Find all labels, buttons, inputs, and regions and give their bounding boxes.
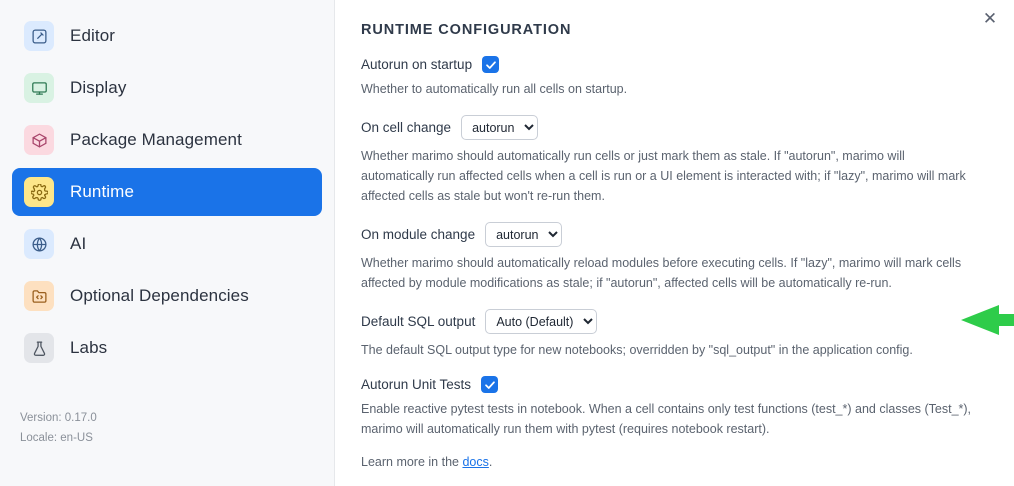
default-sql-output-description: The default SQL output type for new notebooks; overridden by "sql_output" in the application config.	[361, 343, 913, 357]
autorun-unit-tests-checkbox[interactable]	[481, 376, 498, 393]
folder-code-icon	[24, 281, 54, 311]
pencil-square-icon	[24, 21, 54, 51]
sidebar-item-runtime[interactable]	[12, 168, 322, 216]
flask-icon	[24, 333, 54, 363]
page-title: RUNTIME CONFIGURATION	[361, 22, 572, 38]
sidebar-item-label: Display	[70, 78, 127, 97]
sidebar-item-label: Labs	[70, 338, 108, 357]
default-sql-output-label: Default SQL output	[361, 314, 476, 329]
sidebar-item-label: Package Management	[70, 130, 242, 149]
sidebar-item-ai[interactable]	[12, 220, 322, 268]
on-cell-change-select[interactable]	[461, 115, 538, 140]
monitor-icon	[24, 73, 54, 103]
locale-text: Locale: en-US	[20, 432, 93, 444]
docs-link[interactable]: docs	[462, 455, 489, 469]
sidebar-item-editor[interactable]	[12, 12, 322, 60]
on-cell-change-row	[361, 115, 974, 140]
on-cell-change-label: On cell change	[361, 120, 452, 135]
learn-more-suffix: .	[488, 455, 493, 469]
on-cell-change-description: Whether marimo should automatically run cells or just mark them as stale. If "autorun", marimo will automatically run affected cells when a cell is run or a UI element is interacted with; if "lazy", marimo will mark affected cells as stale but won't re-run them.	[361, 149, 966, 203]
close-icon[interactable]: ✕	[982, 8, 998, 28]
on-module-change-row	[361, 222, 974, 247]
sidebar-item-label: AI	[70, 234, 87, 253]
gear-icon	[24, 177, 54, 207]
sidebar-item-label: Runtime	[70, 182, 135, 201]
autorun-unit-tests-row	[361, 376, 974, 393]
sidebar-item-optional-dependencies[interactable]	[12, 272, 322, 320]
settings-sidebar	[0, 0, 335, 486]
sidebar-item-label: Editor	[70, 26, 116, 45]
on-module-change-description: Whether marimo should automatically reload modules before executing cells. If "lazy", marimo will mark cells affected by module modifications as stale; if "autorun", affected cells will be automatically re-run.	[361, 256, 962, 290]
sidebar-item-labs[interactable]	[12, 324, 322, 372]
autorun-on-startup-row	[361, 56, 974, 73]
sidebar-item-package-management[interactable]	[12, 116, 322, 164]
sidebar-footer	[20, 408, 97, 448]
autorun-unit-tests-description: Enable reactive pytest tests in notebook. When a cell contains only test functions (test_*) and classes (Test_*), marimo will automatically run them with pytest (requires notebook restart).	[361, 402, 972, 436]
default-sql-output-select[interactable]	[485, 309, 597, 334]
version-text: Version: 0.17.0	[20, 412, 97, 424]
sidebar-item-label: Optional Dependencies	[70, 286, 249, 305]
on-module-change-label: On module change	[361, 227, 476, 242]
on-module-change-select[interactable]	[485, 222, 562, 247]
learn-more-prefix: Learn more in the	[361, 455, 463, 469]
autorun-on-startup-label: Autorun on startup	[361, 57, 473, 72]
autorun-on-startup-description: Whether to automatically run all cells on startup.	[361, 82, 628, 96]
sidebar-item-display[interactable]	[12, 64, 322, 112]
sparkle-globe-icon	[24, 229, 54, 259]
autorun-on-startup-checkbox[interactable]	[482, 56, 499, 73]
runtime-configuration-panel	[335, 0, 1014, 486]
package-icon	[24, 125, 54, 155]
autorun-unit-tests-label: Autorun Unit Tests	[361, 377, 472, 392]
learn-more-text	[361, 455, 974, 469]
default-sql-output-row	[361, 309, 974, 334]
